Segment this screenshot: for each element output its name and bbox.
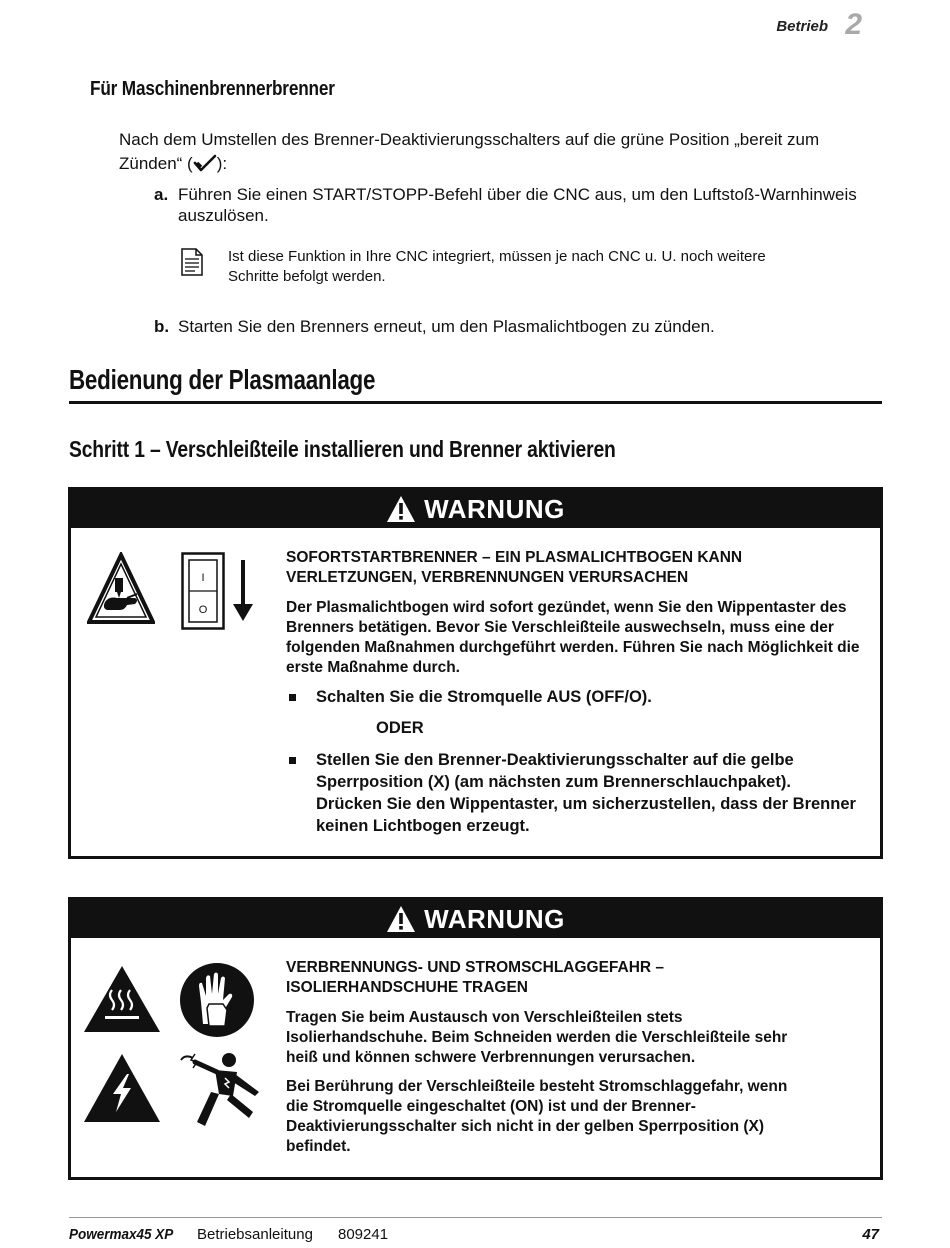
warning-triangle-icon: [386, 905, 416, 933]
heading-rule: [69, 401, 882, 404]
shock-person-icon: [179, 1050, 263, 1128]
warning-triangle-icon: [386, 495, 416, 523]
step-heading: Schritt 1 – Verschleißteile installieren und Brenner aktivieren: [69, 436, 616, 462]
bullet: [289, 694, 296, 701]
warning1-or: ODER: [376, 719, 424, 737]
hot-surface-icon: [83, 964, 161, 1034]
warning1-title: SOFORTSTARTBRENNER – EIN PLASMALICHTBOGEN KANN VERLETZUNGEN, VERBRENNUNGEN VERURSACHEN: [286, 549, 743, 586]
sub-heading: Für Maschinenbrennerbrenner: [90, 78, 335, 100]
switch-on-label: I: [201, 572, 205, 584]
intro-text-before: Nach dem Umstellen des Brenner-Deaktivierungsschalters auf die grüne Position „bereit zum Zünden“ (: [119, 130, 820, 173]
intro-paragraph: [119, 128, 859, 176]
electric-shock-icon: [83, 1052, 161, 1124]
warning2-title: VERBRENNUNGS- UND STROMSCHLAGGEFAHR – ISOLIERHANDSCHUHE TRAGEN: [286, 959, 665, 996]
footer-part-number: 809241: [338, 1226, 389, 1243]
hand-torch-hazard-icon: [87, 552, 155, 628]
footer-product: Powermax45 XP: [69, 1226, 174, 1243]
main-heading: Bedienung der Plasmaanlage: [69, 364, 376, 395]
note-text: Ist diese Funktion in Ihre CNC integriert, müssen je nach CNC u. U. noch weitere Schritte befolgt werden.: [228, 248, 766, 285]
bullet: [289, 757, 296, 764]
warning1-option-2: [316, 749, 856, 837]
note-icon: [181, 248, 203, 276]
header-section: Betrieb: [776, 18, 828, 35]
warning2-body-1: Tragen Sie beim Austausch von Verschleißteilen stets Isolierhandschuhe. Beim Schneiden werden die Verschleißteile sehr heiß und können schwere Verbrennungen verursachen.: [286, 1009, 788, 1066]
warning1-option-1: [316, 686, 856, 708]
step-a-label: a.: [154, 185, 169, 204]
warning-label-1: WARNUNG: [424, 493, 565, 524]
warning2-body-2: Bei Berührung der Verschleißteile besteht Stromschlaggefahr, wenn die Stromquelle eingeschaltet (ON) ist und der Brenner-Deaktivierungsschalter sich nicht in der gelben Sperrposition (X) befindet.: [286, 1078, 788, 1155]
arrow-down-icon: [231, 560, 255, 622]
footer-page-number: 47: [862, 1226, 879, 1243]
intro-text-after: ):: [216, 154, 228, 173]
step-b-label: b.: [154, 317, 170, 336]
switch-off-label: O: [198, 604, 208, 616]
header-chapter-number: 2: [845, 8, 862, 41]
step-a-text: Führen Sie einen START/STOPP-Befehl über die CNC aus, um den Luftstoß-Warnhinweis auszulösen.: [178, 185, 857, 225]
warning1-option-2-text: Stellen Sie den Brenner-Deaktivierungsschalter auf die gelbe Sperrposition (X) (am nächsten zum Brennerschlauchpaket). Drücken Sie den Wippentaster, um sicherzustellen, dass der Brenner keinen Lichtbogen erzeugt.: [316, 751, 856, 835]
warning1-body: Der Plasmalichtbogen wird sofort gezündet, wenn Sie den Wippentaster des Brenners betätigen. Bevor Sie Verschleißteile auswechseln, muss eine der folgenden Maßnahmen durchgeführt werden. Führen Sie nach Möglichkeit die erste Maßnahme durch.: [286, 599, 860, 676]
warning-box-1: [68, 487, 883, 859]
warning1-option-1-text: Schalten Sie die Stromquelle AUS (OFF/O).: [316, 688, 652, 706]
warning-label-2: WARNUNG: [424, 903, 565, 934]
power-switch-icon: [181, 552, 225, 630]
footer-rule: [69, 1217, 882, 1218]
check-icon: [193, 154, 217, 172]
warning-box-2: [68, 897, 883, 1180]
warning-bar-1: [71, 490, 880, 528]
gloves-icon: [179, 962, 255, 1038]
warning-bar-2: [71, 900, 880, 938]
step-b-text: Starten Sie den Brenners erneut, um den Plasmalichtbogen zu zünden.: [178, 317, 715, 336]
footer-manual: Betriebsanleitung: [197, 1226, 313, 1243]
